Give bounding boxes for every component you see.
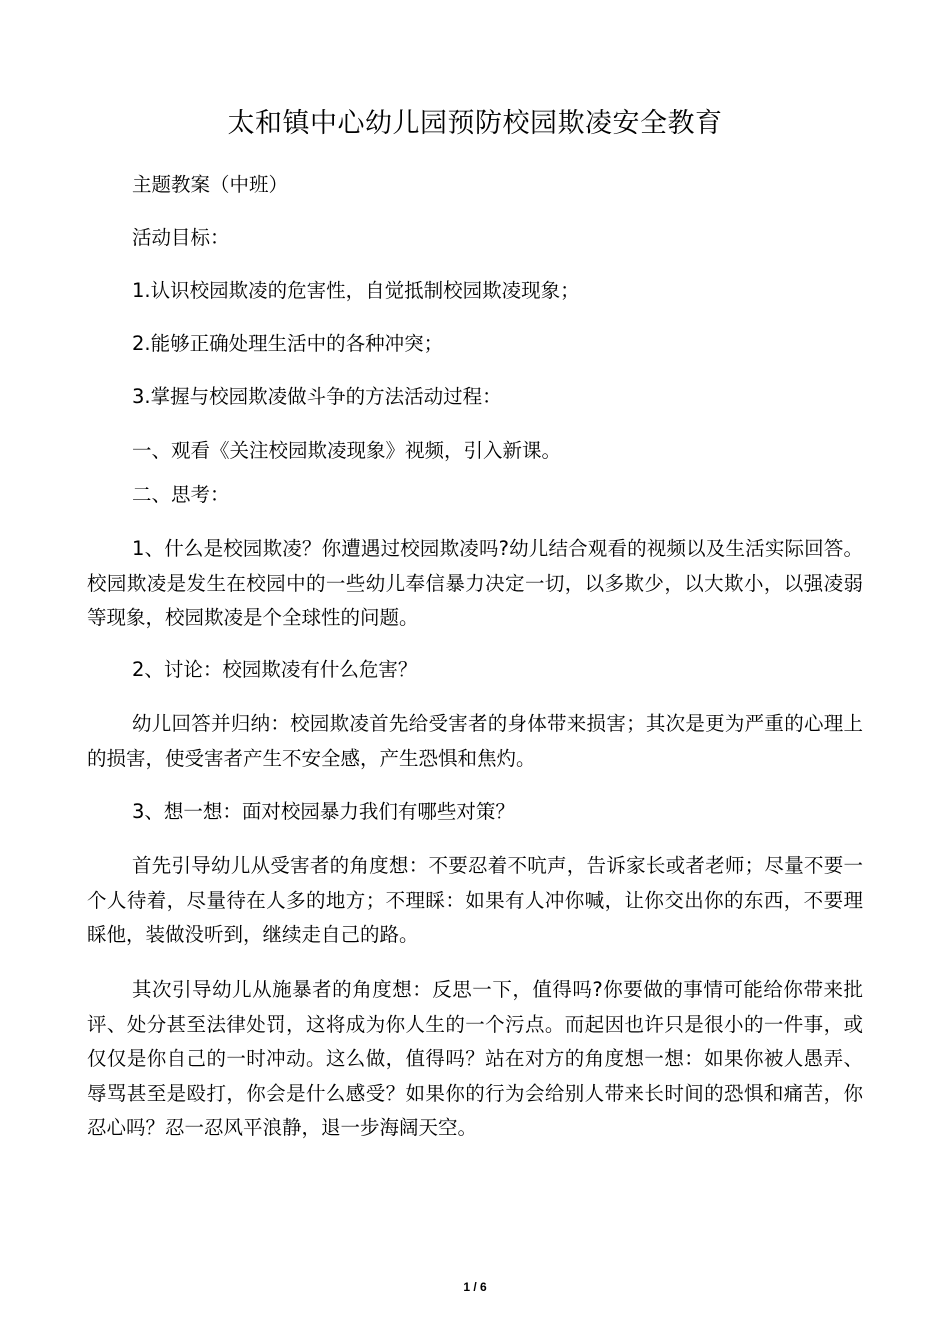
document-title: 太和镇中心幼儿园预防校园欺凌安全教育 [227, 108, 723, 139]
question-2-answer: 幼儿回答并归纳：校园欺凌首先给受害者的身体带来损害；其次是更为严重的心理上的损害，使受害者产生不安全感，产生恐惧和焦灼。 [87, 712, 863, 770]
victim-perspective-paragraph: 首先引导幼儿从受害者的角度想：不要忍着不吭声，告诉家长或者老师；尽量不要一个人待着，尽量待在人多的地方；不理睬：如果有人冲你喊，让你交出你的东西，不要理睬他，装做没听到，继续走自己的路。 [87, 854, 863, 946]
goals-heading: 活动目标： [132, 226, 230, 249]
question-3: 3、想一想：面对校园暴力我们有哪些对策？ [132, 800, 515, 823]
goal-item: 2.能够正确处理生活中的各种冲突； [132, 332, 444, 355]
bully-perspective-paragraph: 其次引导幼儿从施暴者的角度想：反思一下，值得吗?你要做的事情可能给你带来批评、处分甚至法律处罚，这将成为你人生的一个污点。而起因也许只是很小的一件事，或仅仅是你自己的一时冲动。这么做，值得吗？站在对方的角度想一想：如果你被人愚弄、辱骂甚至是殴打，你会是什么感受？如果你的行为会给别人带来长时间的恐惧和痛苦，你忍心吗？忍一忍风平浪静，退一步海阔天空。 [87, 978, 863, 1139]
step-two: 二、思考： [132, 483, 230, 506]
step-one: 一、观看《关注校园欺凌现象》视频，引入新课。 [132, 439, 562, 462]
question-2: 2、讨论：校园欺凌有什么危害？ [132, 658, 418, 681]
question-1-paragraph: 1、什么是校园欺凌？你遭遇过校园欺凌吗?幼儿结合观看的视频以及生活实际回答。校园欺凌是发生在校园中的一些幼儿奉信暴力决定一切，以多欺少，以大欺小，以强凌弱等现象，校园欺凌是个全球性的问题。 [87, 537, 863, 629]
subtitle: 主题教案（中班） [132, 173, 289, 196]
page-number: 1 / 6 [463, 1280, 487, 1294]
goal-item: 3.掌握与校园欺凌做斗争的方法活动过程： [132, 385, 502, 408]
goal-item: 1.认识校园欺凌的危害性，自觉抵制校园欺凌现象； [132, 279, 580, 302]
